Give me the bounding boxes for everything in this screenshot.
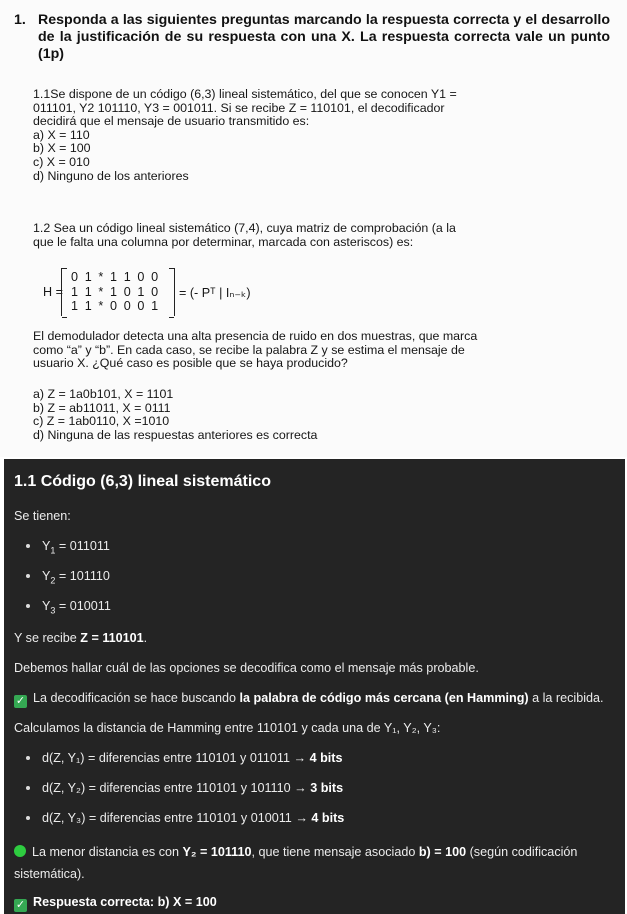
question-instructions: Responda a las siguientes preguntas marcando la respuesta correcta y el desarrollo de la justificación de su respuesta con una X. La respuesta correcta vale un punto (1p): [38, 12, 610, 62]
matrix-body: [71, 270, 160, 314]
q11-line: 1.1Se dispone de un código (6,3) lineal sistemático, del que se conocen Y1 =: [33, 87, 457, 101]
green-circle-icon: [14, 845, 26, 857]
answer-title: 1.1 Código (6,3) lineal sistemático: [14, 473, 271, 490]
q12-after-line: El demodulador detecta una alta presencia de ruido en dos muestras, que marca: [33, 329, 478, 343]
final-answer: ✓ Respuesta correcta: b) X = 100: [15, 895, 217, 911]
question-1-2-intro: [33, 222, 456, 249]
answer-intro: Se tienen:: [14, 509, 71, 523]
bullet-dot: [26, 756, 30, 760]
q12-option-c: c) Z = 1ab0110, X =1010: [33, 414, 170, 429]
question-header: [14, 12, 610, 63]
decoding-rule: ✓ La decodificación se hace buscando la palabra de código más cercana (en Hamming) a la recibida.: [15, 691, 604, 707]
q11-option-b: b) X = 100: [33, 141, 91, 156]
q12-line: 1.2 Sea un código lineal sistemático (7,4), cuya matriz de comprobación (a la: [33, 221, 456, 235]
distance-y1: d(Z, Y₁) = diferencias entre 110101 y 011011 → 4 bits: [26, 751, 343, 765]
matrix-form: = (- Pᵀ | Iₙ₋ₖ): [179, 286, 251, 300]
bullet-dot: [26, 544, 30, 548]
list-item-y3: $Y_3 = 010011$: [26, 599, 111, 616]
list-item-y2: $Y_2 = 101110$: [26, 569, 110, 586]
question-number: 1.: [14, 12, 26, 28]
question-1-2-body: [33, 330, 477, 371]
goal-text: Debemos hallar cuál de las opciones se decodifica como el mensaje más probable.: [14, 661, 479, 675]
question-1-1: [33, 88, 457, 183]
bullet-dot: [26, 574, 30, 578]
bullet-dot: [26, 816, 30, 820]
q11-line: decidirá que el mensaje de usuario transmitido es:: [33, 114, 310, 129]
checkmark-icon: ✓: [15, 695, 26, 707]
matrix-label: H =: [43, 285, 63, 299]
min-distance: La menor distancia es con Y₂ = 101110, que tiene mensaje asociado b) = 100 (según codificación: [14, 845, 577, 859]
q12-after-line: como “a” y “b”. En cada caso, se recibe la palabra Z y se estima el mensaje de: [33, 342, 465, 357]
matrix-row: 0 1 * 1 1 0 0: [71, 270, 160, 284]
bullet-dot: [26, 786, 30, 790]
q11-line: 011101, Y2 101110, Y3 = 001011. Si se recibe Z = 110101, el decodificador: [33, 100, 445, 115]
q12-after-line: usuario X. ¿Qué caso es posible que se haya producido?: [33, 356, 348, 371]
answer-panel: [4, 459, 625, 914]
checkmark-icon: ✓: [15, 899, 26, 911]
q12-option-d: d) Ninguna de las respuestas anteriores es correcta: [33, 427, 318, 442]
q12-line: que le falta una columna por determinar, marcada con asteriscos) es:: [33, 234, 414, 249]
distance-y3: d(Z, Y₃) = diferencias entre 110101 y 010011 → 4 bits: [26, 811, 344, 825]
list-item-y1: $Y_1 = 011011$: [26, 539, 110, 556]
q12-option-b: b) Z = ab11011, X = 0111: [33, 400, 171, 415]
q12-option-a: a) Z = 1a0b101, X = 1101: [33, 387, 174, 401]
bullet-dot: [26, 604, 30, 608]
q11-option-d: d) Ninguno de los anteriores: [33, 168, 189, 183]
matrix-row: 1 1 * 1 0 1 0: [71, 284, 160, 299]
calc-intro: Calculamos la distancia de Hamming entre 110101 y cada una de Y₁, Y₂, Y₃:: [14, 721, 441, 735]
q11-option-c: c) X = 010: [33, 154, 90, 169]
matrix-row: 1 1 * 0 0 0 1: [71, 299, 160, 313]
distance-y2: d(Z, Y₂) = diferencias entre 110101 y 101110 → 3 bits: [26, 781, 343, 795]
received-word: Y se recibe Z = 110101.: [14, 631, 148, 645]
min-distance-cont: sistemática).: [14, 867, 85, 881]
check-matrix: [33, 268, 333, 318]
question-1-2-options: [33, 388, 317, 442]
q11-option-a: a) X = 110: [33, 127, 90, 142]
